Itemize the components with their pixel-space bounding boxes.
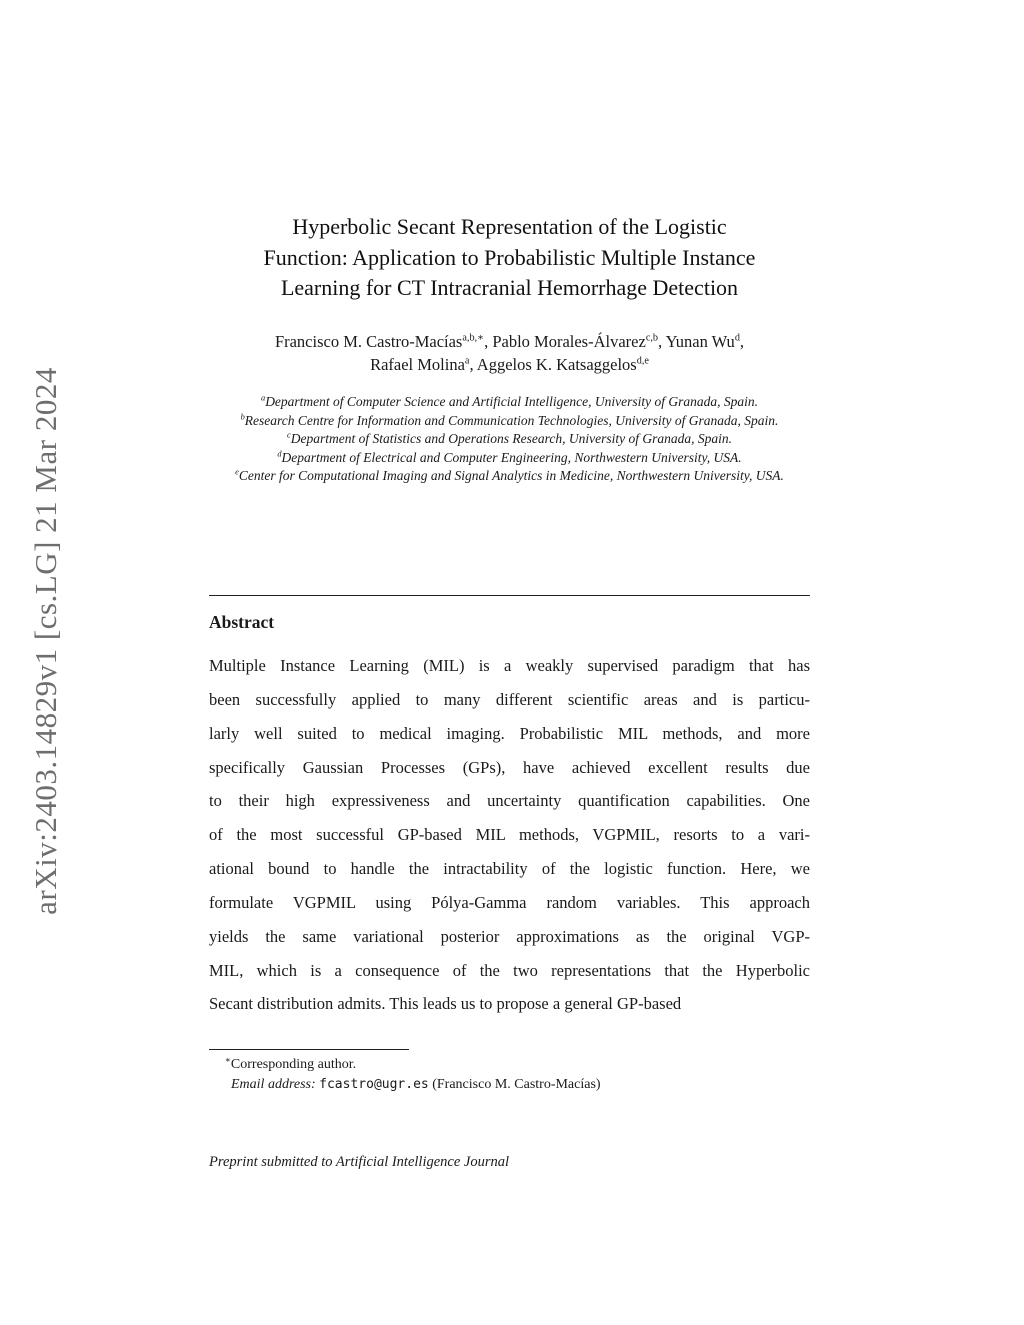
- abstract-divider-rule: [209, 595, 810, 596]
- abstract-line: Multiple Instance Learning (MIL) is a weakly supervised paradigm that has: [209, 656, 810, 675]
- author-separator: ,: [739, 332, 745, 351]
- email-label: Email address:: [231, 1076, 316, 1092]
- authors-block: [209, 330, 810, 376]
- affiliation-text: Department of Computer Science and Artificial Intelligence, University of Granada, Spain.: [265, 394, 758, 409]
- authors-line: [209, 353, 810, 376]
- author-separator: ,: [658, 332, 666, 351]
- footnote-rule: [209, 1049, 409, 1050]
- email-address-line: [209, 1075, 810, 1095]
- author-affiliation-superscript: a,b,∗: [462, 332, 485, 344]
- author-affiliation-superscript: a: [464, 355, 470, 367]
- submission-note: Preprint submitted to Artificial Intelligence Journal: [209, 1154, 510, 1170]
- abstract-body: [209, 649, 810, 1021]
- abstract-line: to their high expressiveness and uncertainty quantification capabilities. One: [209, 791, 810, 811]
- affiliation-item: [209, 449, 810, 468]
- title-line: Hyperbolic Secant Representation of the Logistic: [292, 214, 727, 239]
- corresponding-author-text: Corresponding author.: [230, 1057, 357, 1072]
- abstract-line: specifically Gaussian Processes (GPs), have achieved excellent results due: [209, 757, 810, 777]
- abstract-line: of the most successful GP-based MIL methods, VGPMIL, resorts to a vari-: [209, 825, 810, 845]
- affiliation-text: Research Centre for Information and Communication Technologies, University of Granada, Spain.: [244, 412, 779, 428]
- affiliations-block: [209, 393, 810, 486]
- author-name: Yunan Wu: [665, 332, 735, 351]
- affiliation-item: [209, 393, 810, 412]
- authors-line: [209, 330, 810, 353]
- affiliation-superscript: d: [277, 449, 282, 459]
- email-owner: (Francisco M. Castro-Macías): [432, 1076, 601, 1092]
- abstract-line: formulate VGPMIL using Pólya-Gamma random variables. This approach: [209, 892, 810, 912]
- author-name: Aggelos K. Katsaggelos: [476, 355, 637, 374]
- abstract-line: ational bound to handle the intractability of the logistic function. Here, we: [209, 859, 810, 879]
- author-affiliation-superscript: c,b: [645, 332, 659, 344]
- footnote-block: [209, 1055, 810, 1094]
- abstract-heading: Abstract: [209, 612, 275, 632]
- affiliation-superscript: a: [261, 393, 266, 403]
- abstract-line: larly well suited to medical imaging. Probabilistic MIL methods, and more: [209, 723, 810, 743]
- affiliation-text: Department of Electrical and Computer Engineering, Northwestern University, USA.: [281, 449, 742, 465]
- author-separator: ,: [484, 332, 493, 351]
- paper-title: [209, 212, 810, 304]
- author-separator: ,: [469, 355, 477, 374]
- affiliation-superscript: b: [240, 412, 245, 422]
- author-affiliation-superscript: d: [734, 332, 740, 344]
- author-affiliation-superscript: d,e: [636, 355, 649, 367]
- affiliation-item: [209, 430, 810, 449]
- corresponding-author-note: [209, 1055, 810, 1075]
- email-address: fcastro@ugr.es: [319, 1076, 429, 1092]
- arxiv-watermark: arXiv:2403.14829v1 [cs.LG] 21 Mar 2024: [28, 367, 63, 915]
- paper-content: [209, 0, 810, 1325]
- title-line: Learning for CT Intracranial Hemorrhage Detection: [280, 275, 739, 300]
- abstract-line: yields the same variational posterior approximations as the original VGP-: [209, 926, 810, 946]
- affiliation-item: [209, 412, 810, 431]
- affiliation-superscript: c: [287, 430, 291, 440]
- affiliation-item: [209, 467, 810, 486]
- abstract-line: Secant distribution admits. This leads us to propose a general GP-based: [209, 994, 682, 1014]
- author-name: Rafael Molina: [370, 355, 465, 374]
- affiliation-text: Department of Statistics and Operations Research, University of Granada, Spain.: [290, 431, 732, 447]
- affiliation-superscript: e: [235, 467, 239, 477]
- abstract-line: MIL, which is a consequence of the two representations that the Hyperbolic: [209, 960, 810, 980]
- affiliation-text: Center for Computational Imaging and Signal Analytics in Medicine, Northwestern University, USA.: [238, 468, 784, 484]
- footnote-marker: ∗: [225, 1054, 231, 1065]
- title-line: Function: Application to Probabilistic Multiple Instance: [263, 244, 756, 270]
- author-name: Pablo Morales-Álvarez: [492, 332, 646, 351]
- abstract-line: been successfully applied to many different scientific areas and is particu-: [209, 689, 810, 709]
- author-name: Francisco M. Castro-Macías: [274, 332, 463, 351]
